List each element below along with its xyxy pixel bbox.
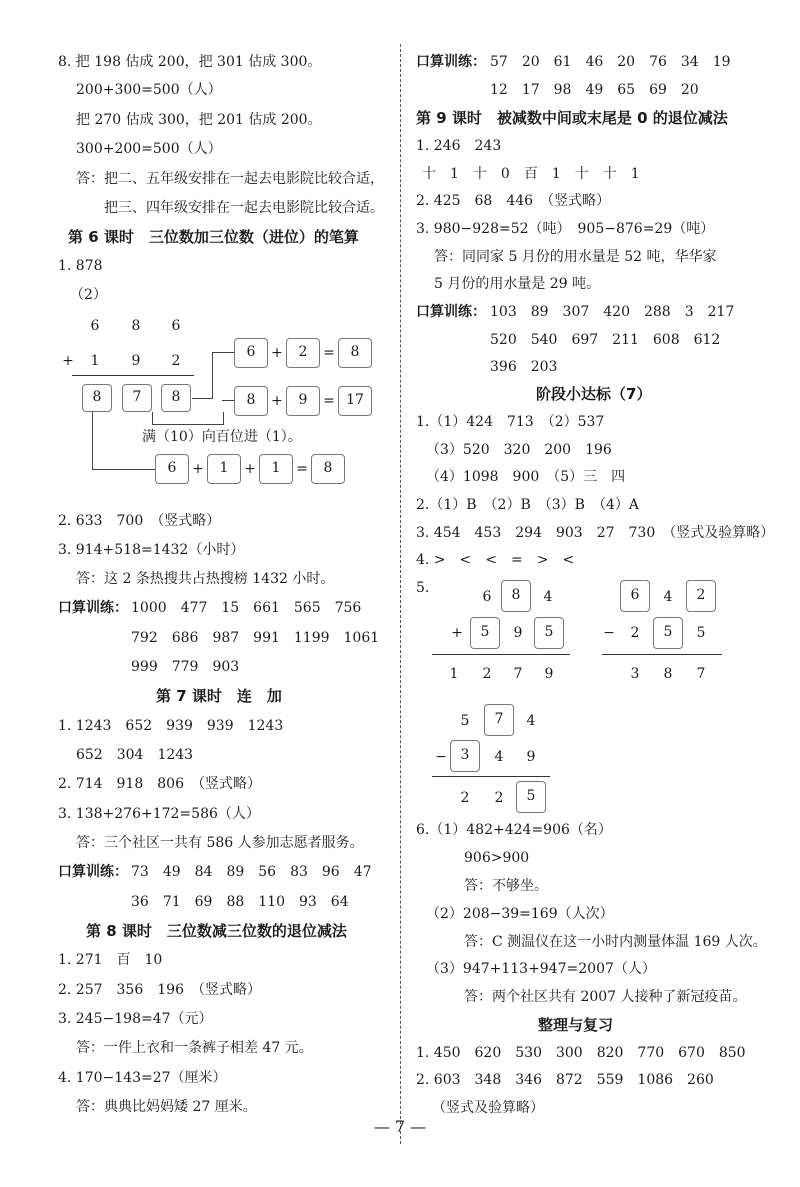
lesson9-q3: 3. 980−928=52（吨） 905−876=29（吨）: [416, 221, 715, 237]
review-q2-note: （竖式及验算略）: [432, 1100, 544, 1116]
stage-title: 阶段小达标（7）: [536, 385, 652, 403]
lesson7-q2: 2. 714 918 806 （竖式略）: [58, 776, 261, 792]
oral-row: 73 49 84 89 56 83 96 47: [131, 864, 372, 880]
lesson8-q1: 1. 271 百 10: [58, 952, 163, 968]
q8-line3: 把 270 估成 300，把 201 估成 200。: [76, 112, 322, 128]
top-digit: 6: [171, 318, 181, 334]
v2-op: −: [603, 625, 615, 641]
v3-res-digit: 2: [494, 790, 504, 806]
oral-row: 999 779 903: [131, 659, 240, 675]
result-digit-box: 8: [82, 384, 112, 412]
lesson6-sub2: （2）: [70, 287, 107, 303]
eq3-op: +: [244, 461, 256, 477]
stage-q6-sub3: （3）947+113+947=2007（人）: [426, 961, 656, 977]
review-title: 整理与复习: [538, 1016, 614, 1034]
review-q2: 2. 603 348 346 872 559 1086 260: [416, 1072, 714, 1088]
lesson9-q3-answer-cont: 5 月份的用水量是 29 吨。: [434, 276, 601, 292]
stage-q6-answer: 答：不够坐。: [464, 878, 548, 894]
stage-q1-cont: （3）520 320 200 196: [426, 442, 612, 458]
lesson7-q1: 1. 1243 652 939 939 1243: [58, 718, 284, 734]
v2-res-digit: 7: [696, 666, 706, 682]
v3-line: [432, 776, 550, 777]
result-digit-box: 8: [161, 384, 191, 412]
page-number: — 7 —: [373, 1117, 427, 1136]
oral-row: 1000 477 15 661 565 756: [131, 600, 362, 616]
lesson6-q2: 2. 633 700 （竖式略）: [58, 513, 221, 529]
connector-tens: [152, 412, 224, 425]
stage-q5: 5.: [416, 580, 430, 596]
lesson6-title: 第 6 课时 三位数加三位数（进位）的笔算: [68, 228, 359, 246]
v1-mid-digit: 9: [513, 625, 523, 641]
eq1-op: =: [323, 345, 335, 361]
v1-res-digit: 2: [482, 666, 492, 682]
stage-q1-cont: （4）1098 900 （5）三 四: [426, 469, 626, 485]
lesson8-q4: 4. 170−143=27（厘米）: [58, 1070, 227, 1086]
stage-q3: 3. 454 453 294 903 27 730 （竖式及验算略）: [416, 525, 775, 541]
stage-q6: 6.（1）482+424=906（名）: [416, 822, 612, 838]
v3-res-digit: 2: [460, 790, 470, 806]
eq3-box: 6: [155, 454, 189, 484]
bottom-digit: 1: [90, 353, 100, 369]
lesson8-title: 第 8 课时 三位数减三位数的退位减法: [86, 922, 347, 940]
lesson6-q3-answer: 答：这 2 条热搜共占热搜榜 1432 小时。: [76, 571, 335, 587]
q8-line1: 8. 把 198 估成 200，把 301 估成 300。: [58, 54, 322, 70]
v1-res-digit: 9: [544, 666, 554, 682]
lesson6-q1: 1. 878: [58, 258, 103, 274]
q8-line4: 300+200=500（人）: [76, 141, 222, 157]
v2-res-digit: 8: [663, 666, 673, 682]
stage-q6-sub2-answer: 答：C 测温仪在这一小时内测量体温 169 人次。: [464, 934, 767, 950]
lesson8-q2: 2. 257 356 196 （竖式略）: [58, 982, 261, 998]
top-digit: 8: [131, 318, 141, 334]
lesson8-q3-answer: 答：一件上衣和一条裤子相差 47 元。: [76, 1040, 313, 1056]
oral-row: 36 71 69 88 110 93 64: [131, 894, 349, 910]
oral-training-label: 口算训练：: [58, 864, 128, 880]
q8-line2: 200+300=500（人）: [76, 82, 222, 98]
eq2-box: 9: [286, 386, 320, 416]
v2-top-box: 2: [686, 580, 716, 612]
q8-answer: 答：把二、五年级安排在一起去电影院比较合适，: [76, 171, 384, 187]
connector-tens: [222, 400, 234, 401]
stage-q6-line: 906>900: [464, 850, 530, 866]
oral-row: 103 89 307 420 288 3 217: [490, 304, 735, 320]
v3-mid-box: 3: [450, 740, 480, 772]
lesson8-q4-answer: 答：典典比妈妈矮 27 厘米。: [76, 1099, 257, 1115]
lesson9-title: 第 9 课时 被减数中间或末尾是 0 的退位减法: [416, 109, 728, 127]
q8-answer-cont: 把三、四年级安排在一起去电影院比较合适。: [104, 200, 384, 216]
right-column: [402, 0, 800, 1140]
v3-mid-digit: 9: [526, 749, 536, 765]
sum-line: [72, 375, 194, 376]
left-column: [0, 0, 398, 1140]
v2-top-box: 6: [620, 580, 650, 612]
v3-top-box: 7: [484, 704, 514, 736]
eq1-box: 2: [286, 338, 320, 368]
eq2-op: +: [271, 393, 283, 409]
stage-q2: 2.（1）B （2）B （3）B （4）A: [416, 497, 639, 513]
v1-mid-box: 5: [534, 617, 564, 649]
v1-top-box: 8: [501, 580, 531, 612]
stage-q6-sub2: （2）208−39=169（人次）: [426, 906, 614, 922]
lesson9-q1-cont: 十 1 十 0 百 1 十 十 1: [422, 166, 640, 182]
lesson7-q3-answer: 答：三个社区一共有 586 人参加志愿者服务。: [76, 835, 364, 851]
lesson7-q1-cont: 652 304 1243: [76, 747, 194, 763]
stage-q6-sub3-answer: 答：两个社区共有 2007 人接种了新冠疫苗。: [464, 989, 747, 1005]
connector-ones: [192, 352, 213, 399]
oral-training-label: 口算训练：: [58, 600, 128, 616]
eq1-op: +: [271, 345, 283, 361]
eq2-box: 8: [234, 386, 268, 416]
column-divider: [400, 44, 401, 1144]
eq3-box: 8: [311, 454, 345, 484]
oral-row: 12 17 98 49 65 69 20: [490, 82, 699, 98]
oral-row: 520 540 697 211 608 612: [490, 332, 721, 348]
plus-sign: +: [62, 353, 74, 369]
lesson9-q2: 2. 425 68 446 （竖式略）: [416, 193, 611, 209]
carry-note: 满（10）向百位进（1）。: [142, 429, 302, 445]
v2-res-digit: 3: [630, 666, 640, 682]
v1-res-digit: 7: [513, 666, 523, 682]
lesson6-q3: 3. 914+518=1432（小时）: [58, 542, 245, 558]
bottom-digit: 2: [171, 353, 181, 369]
lesson9-q1: 1. 246 243: [416, 138, 502, 154]
v1-top-digit: 6: [482, 589, 492, 605]
eq3-box: 1: [259, 454, 293, 484]
v2-mid-box: 5: [653, 617, 683, 649]
v3-top-digit: 4: [526, 713, 536, 729]
review-q1: 1. 450 620 530 300 820 770 670 850: [416, 1045, 746, 1061]
lesson8-q3: 3. 245−198=47（元）: [58, 1011, 213, 1027]
oral-training-label: 口算训练：: [416, 304, 486, 320]
v2-line: [602, 654, 722, 655]
lesson9-q3-answer: 答：同同家 5 月份的用水量是 52 吨，华华家: [434, 249, 717, 265]
v2-top-digit: 4: [663, 589, 673, 605]
lesson7-q3: 3. 138+276+172=586（人）: [58, 806, 260, 822]
oral-row: 57 20 61 46 20 76 34 19: [490, 54, 731, 70]
v2-mid-digit: 2: [630, 625, 640, 641]
oral-training-label: 口算训练：: [416, 54, 486, 70]
v1-line: [432, 654, 570, 655]
oral-row: 792 686 987 991 1199 1061: [131, 630, 380, 646]
stage-q1: 1.（1）424 713 （2）537: [416, 414, 605, 430]
eq3-op: +: [192, 461, 204, 477]
stage-q4: 4. > < < = > <: [416, 552, 575, 568]
eq3-box: 1: [207, 454, 241, 484]
result-digit-box: 7: [122, 384, 152, 412]
v3-top-digit: 5: [460, 713, 470, 729]
oral-row: 396 203: [490, 359, 558, 375]
eq2-op: =: [323, 393, 335, 409]
v3-res-box: 5: [516, 781, 546, 813]
connector-ones: [212, 352, 234, 353]
v1-op: +: [451, 625, 463, 641]
v1-res-digit: 1: [449, 666, 459, 682]
eq2-box: 17: [338, 386, 372, 416]
v3-op: −: [435, 749, 447, 765]
eq3-op: =: [296, 461, 308, 477]
eq1-box: 6: [234, 338, 268, 368]
v1-mid-box: 5: [470, 617, 500, 649]
eq1-box: 8: [338, 338, 372, 368]
v3-mid-digit: 4: [494, 749, 504, 765]
bottom-digit: 9: [131, 353, 141, 369]
top-digit: 6: [90, 318, 100, 334]
v2-mid-digit: 5: [696, 625, 706, 641]
v1-top-digit: 4: [543, 589, 553, 605]
lesson7-title: 第 7 课时 连 加: [156, 687, 282, 705]
